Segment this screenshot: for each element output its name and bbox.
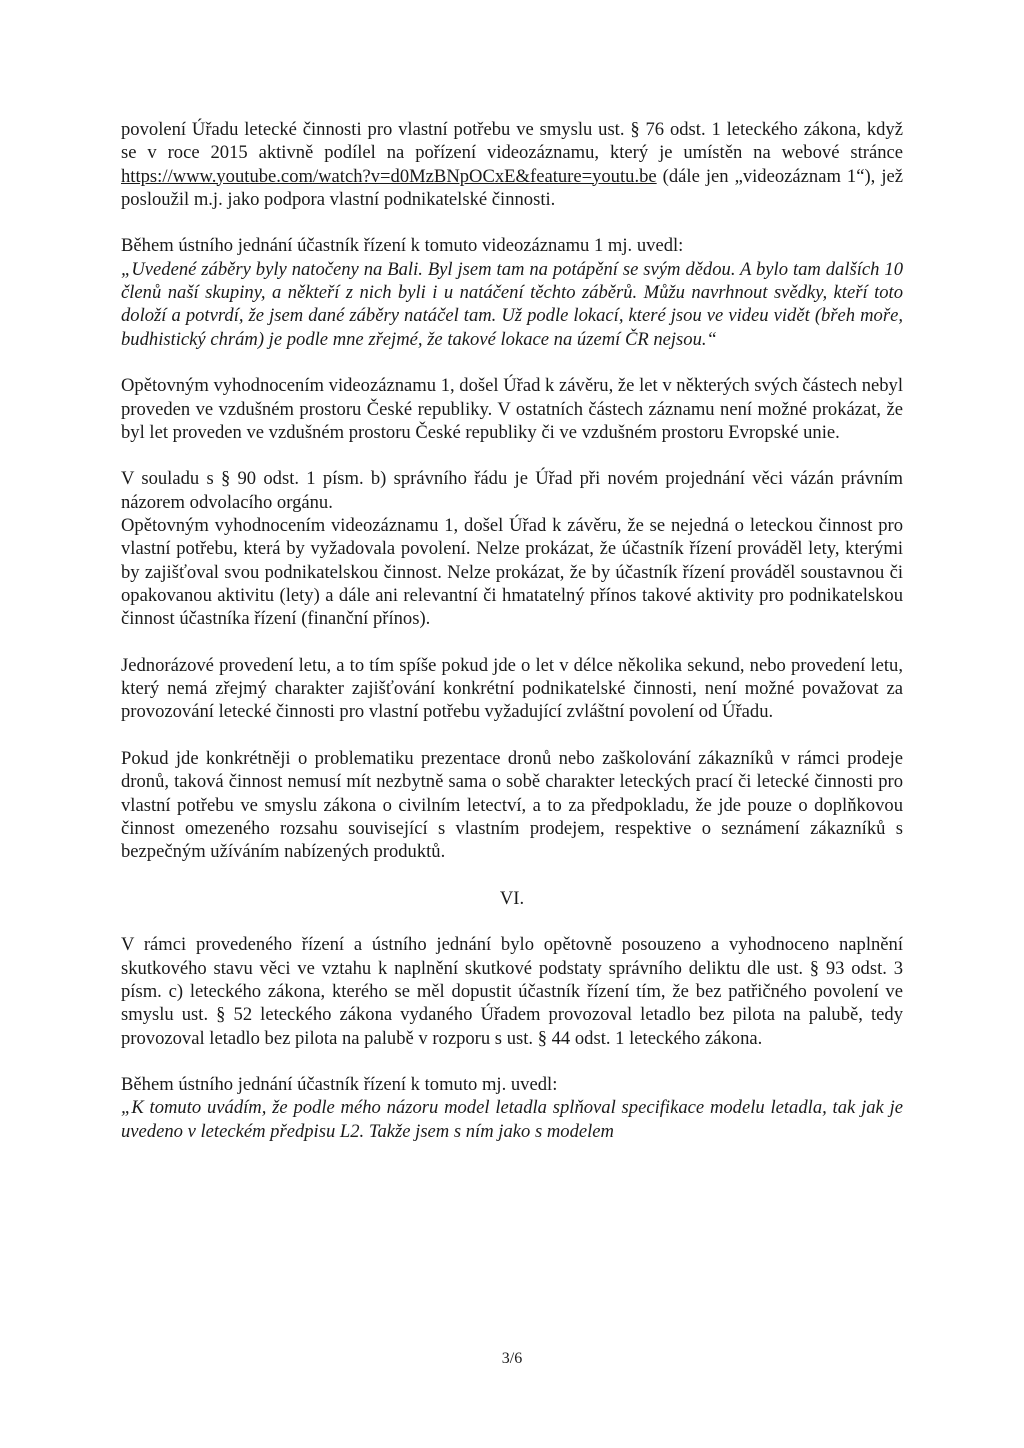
paragraph-text: povolení Úřadu letecké činnosti pro vlastní potřebu ve smyslu ust. § 76 odst. 1 leteckého zákona, když se v roce 2015 aktivně podílel na pořízení videozáznamu, který je umístěn na webové stránce bbox=[121, 119, 903, 164]
section-heading: VI. bbox=[499, 887, 525, 909]
paragraph-drone-presentation: Pokud jde konkrétněji o problematiku prezentace dronů nebo zaškolování zákazníků v rámci prodeje dronů, taková činnost nemusí mít nezbytně sama o sobě charakter leteckých prací či letecké činnosti pro vlastní potřebu ve smyslu zákona o civilním letectví, a to za předpokladu, že jde pouze o doplňkovou činnost omezeného rozsahu související s vlastním prodejem, respektive o seznámení zákazníků s bezpečným užíváním nabízených produktů. bbox=[121, 748, 903, 863]
paragraph-reevaluation-own-use: Opětovným vyhodnocením videozáznamu 1, došel Úřad k závěru, že se nejedná o leteckou činnost pro vlastní potřebu, která by vyžadovala povolení. Nelze prokázat, že účastník řízení prováděl lety, kterými by zajišťoval svou podnikatelskou činnost. Nelze prokázat, že by účastník řízení prováděl soustavnou či opakovanou aktivitu (lety) a dále ani relevantní či hmatatelný přínos takové aktivity pro podnikatelskou činnost účastníka řízení (finanční přínos). bbox=[121, 515, 903, 630]
paragraph-permit-video bbox=[121, 118, 903, 211]
quote-model-aircraft: „K tomuto uvádím, že podle mého názoru model letadla splňoval specifikace modelu letadla, tak jak je uvedeno v leteckém předpisu L2. Takže jsem s ním jako s modelem bbox=[121, 1097, 903, 1142]
quote-bali-statement: „Uvedené záběry byly natočeny na Bali. Byl jsem tam na potápění se svým dědou. A bylo tam dalších 10 členů naší skupiny, a někteří z nich byli i u natáčení těchto záběrů. Můžu navrhnout svědky, kteří toto doloží a potvrdí, že jsem dané záběry natáčel tam. Už podle lokací, které jsou ve videu vidět (břeh moře, budhistický chrám) je podle mne zřejmé, že takové lokace na území ČR nejsou.“ bbox=[121, 258, 903, 350]
page-number: 3/6 bbox=[501, 1350, 523, 1367]
paragraph-legal-binding: V souladu s § 90 odst. 1 písm. b) správního řádu je Úřad při novém projednání věci vázán právním názorem odvolacího orgánu. bbox=[121, 468, 903, 513]
paragraph-text: (dále jen „videozáznam 1“), jež posloužil m.j. jako podpora vlastní podnikatelské činnosti. bbox=[121, 165, 903, 210]
paragraph-reevaluation-airspace: Opětovným vyhodnocením videozáznamu 1, došel Úřad k závěru, že let v některých svých částech nebyl proveden ve vzdušném prostoru České republiky. V ostatních částech záznamu není možné prokázat, že byl let proveden ve vzdušném prostoru České republiky či ve vzdušném prostoru Evropské unie. bbox=[121, 375, 903, 443]
paragraph-administrative-offence: V rámci provedeného řízení a ústního jednání bylo opětovně posouzeno a vyhodnoceno naplnění skutkového stavu věci ve vztahu k naplnění skutkové podstaty správního deliktu dle ust. § 93 odst. 3 písm. c) leteckého zákona, kterého se měl dopustit účastník řízení tím, že bez patřičného povolení ve smyslu ust. § 52 leteckého zákona vydaného Úřadem provozoval letadlo bez pilota na palubě, tedy provozoval letadlo bez pilota na palubě v rozporu s ust. § 44 odst. 1 leteckého zákona. bbox=[121, 934, 903, 1049]
paragraph-single-flight: Jednorázové provedení letu, a to tím spíše pokud jde o let v délce několika sekund, nebo provedení letu, který nemá zřejmý charakter zajišťování konkrétní podnikatelské činnosti, není možné považovat za provozování letecké činnosti pro vlastní potřebu vyžadující zvláštní povolení od Úřadu. bbox=[121, 654, 903, 723]
document-body bbox=[121, 118, 903, 1143]
youtube-link[interactable]: https://www.youtube.com/watch?v=d0MzBNpOCxE&feature=youtu.be bbox=[121, 165, 657, 187]
paragraph-oral-hearing-intro: Během ústního jednání účastník řízení k tomuto videozáznamu 1 mj. uvedl: bbox=[121, 235, 684, 257]
paragraph-oral-hearing-intro-2: Během ústního jednání účastník řízení k tomuto mj. uvedl: bbox=[121, 1074, 558, 1096]
